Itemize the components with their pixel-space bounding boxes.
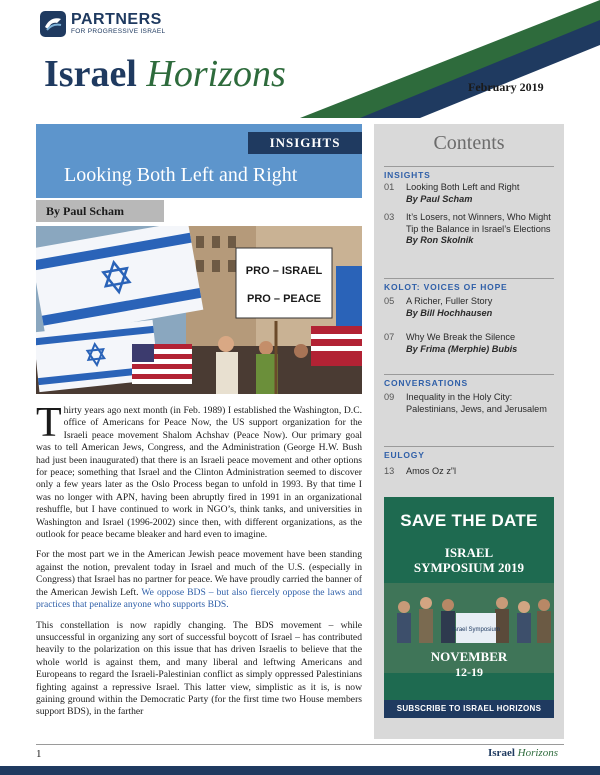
toc-item-title: Amos Oz z”l bbox=[406, 466, 457, 476]
logo-subtext: FOR PROGRESSIVE ISRAEL bbox=[71, 28, 166, 35]
partners-logo-icon bbox=[40, 11, 66, 37]
symposium-promo[interactable] bbox=[384, 497, 554, 717]
toc-item-title: It’s Losers, not Winners, Who Might Tip the Balance in Israel’s Elections bbox=[406, 212, 551, 234]
event-title-line1: ISRAEL bbox=[444, 545, 494, 560]
section-tab: INSIGHTS bbox=[248, 132, 362, 154]
toc-item-title: Looking Both Left and Right bbox=[406, 182, 520, 192]
toc-item-title: A Richer, Fuller Story bbox=[406, 296, 493, 306]
footer-brand bbox=[488, 747, 558, 759]
drop-cap: T bbox=[36, 400, 62, 446]
paragraph-3-text: This constellation is now rapidly changing. The BDS movement – while unsuccessful in organizing any sort of successful boycott of Israel – has contributed heavily to the polarization on this issue that has driven Israelis to believe that the whole world is against them, and many liberal and leftwing Americans and Europeans to regard the Israeli-Palestinian conflict as simply oppressed Palestinians fighting against a repressive Israel. This latter view, simplistic as it is, is now gaining ground within the Democratic Party (for the first time two House members support BDS), in the farther bbox=[36, 619, 362, 718]
paragraph-1 bbox=[36, 400, 362, 541]
footer-bar bbox=[0, 766, 600, 775]
paragraph-2-highlight: We oppose BDS – but also fiercely oppose the laws and practices that penalize anyone who supports BDS. bbox=[36, 586, 363, 611]
footer-divider bbox=[36, 744, 564, 745]
paragraph-1-text: hirty years ago next month (in Feb. 1989) I established the Washington, D.C. office of Americans for Peace Now, the US support organization for the Israeli peace movement Shalom Achshav (Peace Now). Our primary goal was to tell American Jews, Congress, and the Administration (George H.W. Bush had just been inaugurated) that there is an Israeli peace movement and other options for peace; something that Israel and the Clinton Administration seemed to discover only a few years later as the Oslo Process began to unfold in 1993. By that time I was no longer with APN, having been abruptly fired in 1991 in an organizational reshuffle, but I have continued to work in NGO’s, think tanks, and universities in Washington and Israel (1996-2002) since then, with different organizations, as the outlook for peace became bleaker and hard even to imagine. bbox=[36, 405, 362, 541]
sign-text-line2: PRO – PEACE bbox=[247, 293, 321, 305]
toc-section-conversations: CONVERSATIONS bbox=[384, 374, 554, 388]
toc-item-author: By Ron Skolnik bbox=[406, 235, 474, 245]
article-banner bbox=[36, 124, 362, 198]
paragraph-2 bbox=[36, 549, 362, 611]
toc-item-title: Why We Break the Silence bbox=[406, 332, 516, 342]
toc-page-number: 05 bbox=[384, 296, 395, 306]
event-title-line2: SYMPOSIUM 2019 bbox=[413, 560, 525, 575]
footer-brand-word1: Israel bbox=[488, 747, 515, 759]
event-dates: 12-19 bbox=[455, 665, 483, 679]
contents-title: Contents bbox=[433, 132, 505, 154]
page-header bbox=[0, 0, 600, 118]
paragraph-3 bbox=[36, 620, 362, 719]
page-number: 1 bbox=[36, 748, 42, 760]
protest-photo bbox=[36, 226, 362, 394]
logo-text: PARTNERS bbox=[71, 11, 162, 28]
toc-page-number: 13 bbox=[384, 466, 395, 476]
masthead-title bbox=[44, 52, 286, 96]
toc-page-number: 01 bbox=[384, 182, 395, 192]
toc-section-eulogy: EULOGY bbox=[384, 446, 554, 460]
subscribe-button[interactable]: SUBSCRIBE TO ISRAEL HORIZONS bbox=[384, 700, 554, 718]
paragraph-2-text: For the most part we in the American Jewish peace movement have been standing against the notion, prevalent today in Israel and much of the U.S. (especially in Congress) that Israel has no partner for peace. We have proudly carried the banner of the American Jewish Left. bbox=[36, 549, 362, 598]
sign-text-line1: PRO – ISRAEL bbox=[245, 265, 323, 277]
footer-brand-word2: Horizons bbox=[517, 747, 558, 759]
toc-section-kolot: KOLOT: VOICES OF HOPE bbox=[384, 278, 554, 292]
toc-page-number: 09 bbox=[384, 392, 395, 402]
toc-item-author: By Bill Hochhausen bbox=[406, 307, 493, 318]
event-month: NOVEMBER bbox=[430, 649, 508, 664]
masthead-word-horizons: Horizons bbox=[146, 53, 286, 95]
save-the-date-heading: SAVE THE DATE bbox=[400, 511, 538, 530]
article-body bbox=[36, 400, 363, 727]
toc-item-title: Inequality in the Holy City: Palestinians, Jews, and Jerusalem bbox=[406, 392, 547, 414]
partners-logo[interactable] bbox=[40, 11, 165, 37]
toc-item-author: By Paul Scham bbox=[406, 193, 473, 204]
issue-date: February 2019 bbox=[468, 80, 544, 94]
toc-section-insights: INSIGHTS bbox=[384, 166, 554, 180]
toc-page-number: 07 bbox=[384, 332, 395, 342]
event-title bbox=[384, 545, 554, 575]
article-byline: By Paul Scham bbox=[36, 200, 164, 222]
article-title: Looking Both Left and Right bbox=[64, 164, 298, 186]
toc-item-author: By Frima (Merphie) Bubis bbox=[406, 343, 518, 354]
masthead-word-israel: Israel bbox=[44, 53, 137, 95]
toc-page-number: 03 bbox=[384, 212, 395, 222]
promo-banner-text: Israel Symposium bbox=[452, 627, 500, 633]
